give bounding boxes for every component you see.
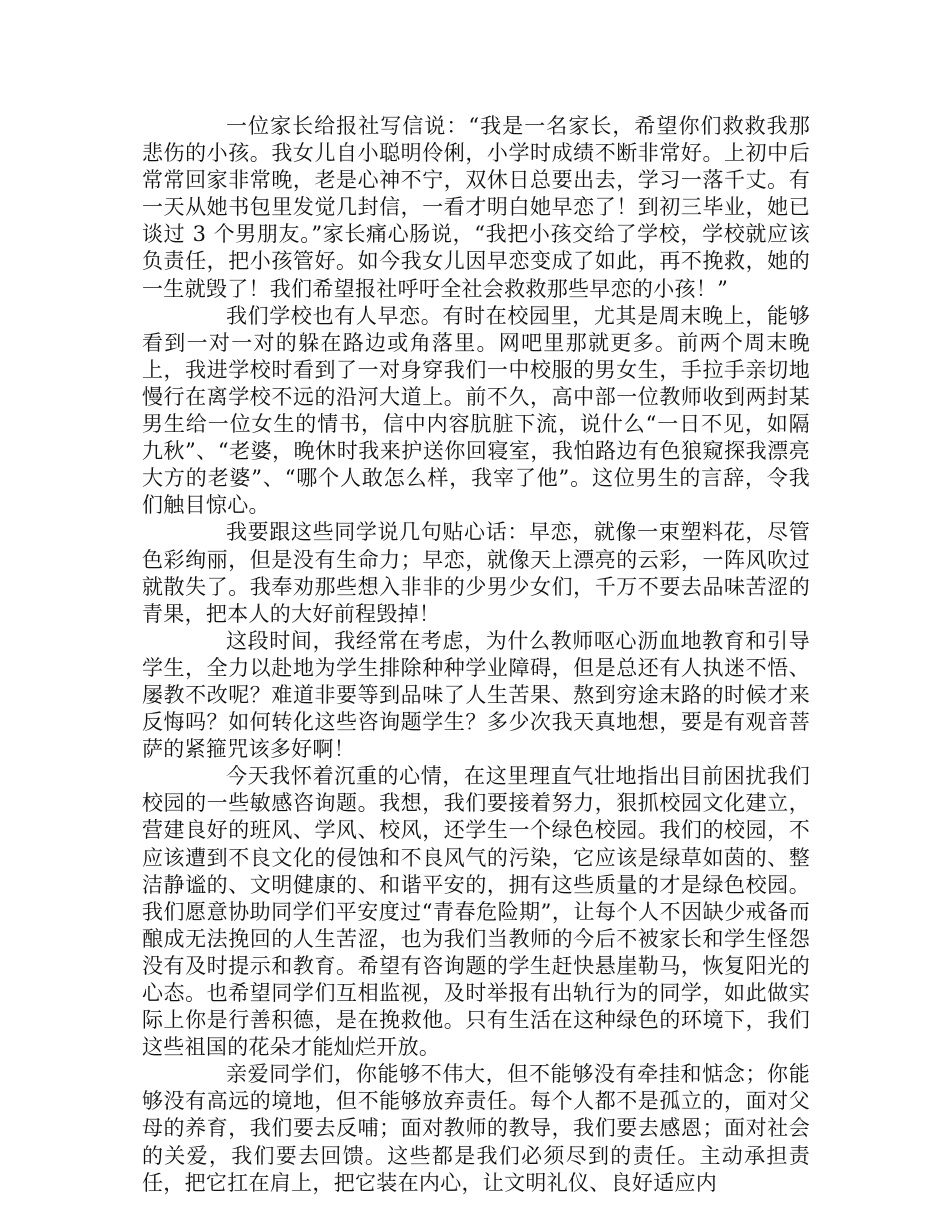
paragraph-heartfelt-advice: 我要跟这些同学说几句贴心话：早恋，就像一束塑料花，尽管色彩绚丽，但是没有生命力；早恋，就像天上漂亮的云彩，一阵风吹过就散失了。我奉劝那些想入非非的少男少女们，千万不要去品味苦涩的青果，把本人的大好前程毁掉！: [142, 520, 810, 626]
paragraph-responsibility: 亲爱同学们，你能够不伟大，但不能够没有牵挂和惦念；你能够没有高远的境地，但不能够放弃责任。每个人都不是孤立的，面对父母的养育，我们要去反哺；面对教师的教导，我们要去感恩；面对社会的关爱，我们要去回馈。这些都是我们必须尽到的责任。主动承担责任，把它扛在肩上，把它装在内心，让文明礼仪、良好适应内: [142, 1062, 810, 1195]
paragraph-reflection: 这段时间，我经常在考虑，为什么教师呕心沥血地教育和引导学生，全力以赴地为学生排除种种学业障碍，但是总还有人执迷不悟、屡教不改呢？难道非要等到品味了人生苦果、熬到穷途末路的时候才来反悔吗？如何转化这些咨询题学生？多少次我天真地想，要是有观音菩萨的紧箍咒该多好啊！: [142, 628, 810, 762]
paragraph-green-campus: 今天我怀着沉重的心情，在这里理直气壮地指出目前困扰我们校园的一些敏感咨询题。我想，我们要接着努力，狠抓校园文化建立，营建良好的班风、学风、校风，还学生一个绿色校园。我们的校园，不应该遭到不良文化的侵蚀和不良风气的污染，它应该是绿草如茵的、整洁静谧的、文明健康的、和谐平安的，拥有这些质量的才是绿色校园。我们愿意协助同学们平安度过“青春危险期”，让每个人不因缺少戒备而酿成无法挽回的人生苦涩，也为我们当教师的今后不被家长和学生怪怨没有及时提示和教育。希望有咨询题的学生赶快悬崖勒马，恢复阳光的心态。也希望同学们互相监视，及时举报有出轨行为的同学，如此做实际上你是行善积德，是在挽救他。只有生活在这种绿色的环境下，我们这些祖国的花朵才能灿烂开放。: [142, 764, 810, 1060]
document-body: [142, 113, 810, 1197]
paragraph-school-early-love: 我们学校也有人早恋。有时在校园里，尤其是周末晚上，能够看到一对一对的躲在路边或角落里。网吧里那就更多。前两个周末晚上，我进学校时看到了一对身穿我们一中校服的男女生，手拉手亲切地慢行在离学校不远的沿河大道上。前不久，高中部一位教师收到两封某男生给一位女生的情书，信中内容肮脏下流，说什么“一日不见，如隔九秋”、“老婆，晚休时我来护送你回寝室，我怕路边有色狼窥探我漂亮大方的老婆”、“哪个人敢怎么样，我宰了他”。这位男生的言辞，令我们触目惊心。: [142, 303, 810, 518]
paragraph-parent-letter: 一位家长给报社写信说：“我是一名家长，希望你们救救我那悲伤的小孩。我女儿自小聪明伶俐，小学时成绩不断非常好。上初中后常常回家非常晚，老是心神不宁，双休日总要出去，学习一落千丈。有一天从她书包里发觉几封信，一看才明白她早恋了！到初三毕业，她已谈过 3 个男朋友。”家长痛心肠说，“我把小孩交给了学校，学校就应该负责任，把小孩管好。如今我女儿因早恋变成了如此，再不挽救，她的一生就毁了！我们希望报社呼吁全社会救救那些早恋的小孩！”: [142, 114, 810, 301]
